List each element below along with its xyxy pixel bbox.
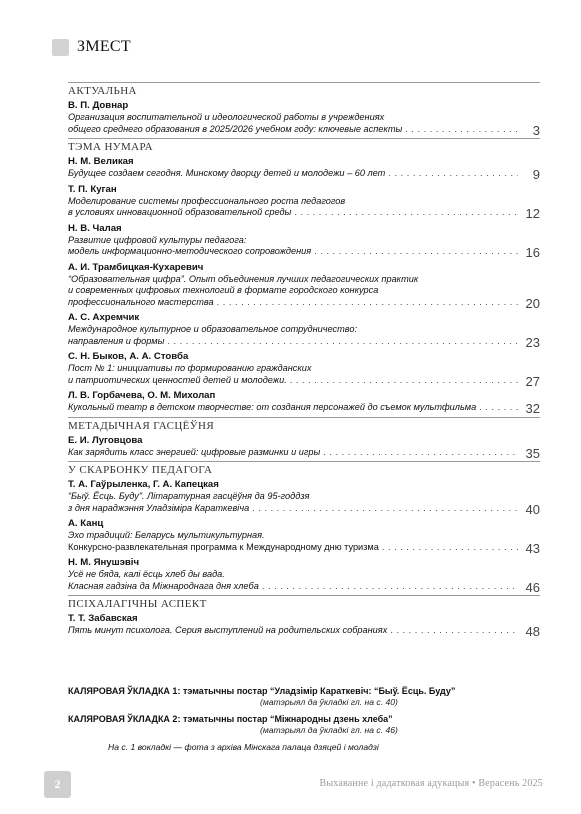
page-number-badge: 2 <box>44 771 71 798</box>
entry-title <box>68 235 540 258</box>
entry-author: Н. В. Чалая <box>68 222 122 234</box>
toc-entry[interactable] <box>68 350 540 389</box>
insert-1-note: (матэрыял да ўкладкі гл. на с. 40) <box>260 697 398 707</box>
toc-entry[interactable] <box>68 183 540 219</box>
entry-title <box>68 625 540 637</box>
toc-entry[interactable] <box>68 261 540 309</box>
entry-page-number: 20 <box>525 295 540 311</box>
entry-author: Т. П. Куган <box>68 183 117 195</box>
toc-entry[interactable] <box>68 311 540 350</box>
entry-author: А. С. Ахремчик <box>68 312 140 323</box>
entry-title-line: профессионального мастерства . . . <box>68 297 518 309</box>
section-title: ТЭМА НУМАРА <box>68 141 153 153</box>
entry-title <box>68 402 540 414</box>
entry-author: Т. Т. Забавская <box>68 613 138 624</box>
section-title: У СКАРБОНКУ ПЕДАГОГА <box>68 464 213 476</box>
entry-title-line: Развитие цифровой культуры педагога: <box>68 234 247 245</box>
entry-author: А. Канц <box>68 518 104 529</box>
entry-title-line: модель информационно-методического сопровождения . . . <box>68 246 518 258</box>
toc-section <box>68 417 540 459</box>
section-title: АКТУАЛЬНА <box>68 85 137 97</box>
toc-entry[interactable] <box>68 155 540 180</box>
entry-title-line: и патриотических ценностей детей и молодежи. . . . <box>68 375 518 387</box>
entry-title-line: Пост № 1: инициативы по формированию гражданских <box>68 363 312 373</box>
entry-title <box>68 324 540 350</box>
entry-author: Н. М. Янушэвіч <box>68 557 140 568</box>
entry-title-line: Класная гадзіна да Міжнароднага дня хлеба . . . <box>68 581 518 593</box>
toc-section <box>68 461 540 595</box>
entry-title <box>68 112 540 138</box>
toc-entry[interactable] <box>68 612 540 637</box>
insert-1-label: КАЛЯРОВАЯ ЎКЛАДКА 1: <box>68 686 181 696</box>
entry-page-number: 27 <box>525 373 540 389</box>
entry-title <box>68 569 540 595</box>
entry-author: Т. А. Гаўрыленка, Г. А. Капецкая <box>68 479 219 490</box>
entry-author: Н. М. Великая <box>68 156 134 167</box>
entry-author: С. Н. Быков, А. А. Стовба <box>68 351 189 362</box>
entry-title-line: Кукольный театр в детском творчестве: от создания персонажей до съемок мультфильма . . . <box>68 402 518 414</box>
entry-title <box>68 530 540 556</box>
toc-entry[interactable] <box>68 556 540 595</box>
toc-section <box>68 82 540 138</box>
entry-page-number: 9 <box>532 167 540 182</box>
header-square-icon <box>52 39 69 56</box>
entry-author: Л. В. Горбачева, О. М. Михолап <box>68 390 216 401</box>
entry-title <box>68 168 540 180</box>
insert-2-text: тэматычны постар “Міжнародны дзень хлеба” <box>182 714 393 724</box>
toc-entry[interactable] <box>68 389 540 414</box>
entry-title-line: Международное культурное и образовательное сотрудничество: <box>68 324 358 334</box>
entry-title-line: “Образовательная цифра”. Опыт объединения лучших педагогических практик <box>68 273 419 284</box>
entry-title-line: направления и формы . . . <box>68 336 518 348</box>
toc-entry[interactable] <box>68 478 540 517</box>
insert-2-label: КАЛЯРОВАЯ ЎКЛАДКА 2: <box>68 714 181 724</box>
journal-footer: Выхаванне і дадатковая адукацыя • Верасень 2025 <box>319 778 543 789</box>
entry-title-line: и современных цифровых технологий в формате городского конкурса <box>68 285 379 295</box>
entry-title <box>68 196 540 219</box>
entry-page-number: 23 <box>525 334 540 350</box>
entry-title-line: Эхо традиций: Беларусь мультикультурная. <box>68 530 265 540</box>
section-title: МЕТАДЫЧНАЯ ГАСЦЁЎНЯ <box>68 419 215 432</box>
toc-title: ЗМЕСТ <box>77 38 131 55</box>
entry-title-line: общего среднего образования в 2025/2026 учебном году: ключевые аспекты . . . <box>68 124 518 136</box>
toc-section <box>68 138 540 414</box>
entry-page-number: 3 <box>532 122 540 138</box>
toc-entry[interactable] <box>68 517 540 556</box>
entry-title-line: Конкурсно-развлекательная программа к Международному дню туризма . . . <box>68 542 518 554</box>
entry-page-number: 43 <box>525 540 540 556</box>
insert-2 <box>68 714 540 725</box>
entry-title-line: Как зарядить класс энергией: цифровые разминки и игры . . . <box>68 447 518 459</box>
insert-1-text: тэматычны постар “Уладзімір Караткевіч: “Быў. Ёсць. Буду” <box>182 686 456 696</box>
section-title: ПСІХАЛАГІЧНЫ АСПЕКТ <box>68 598 207 610</box>
color-inserts <box>68 686 540 753</box>
entry-author: Е. И. Луговцова <box>68 434 143 446</box>
toc-header <box>52 36 131 58</box>
entry-title-line: з дня нараджэння Уладзіміра Караткевіча . . . <box>68 503 518 515</box>
entry-page-number: 35 <box>525 445 540 461</box>
entry-page-number: 16 <box>525 245 540 260</box>
entry-title-line: Моделирование системы профессионального роста педагогов <box>68 195 346 206</box>
entry-page-number: 40 <box>525 501 540 517</box>
entry-title <box>68 447 540 459</box>
entry-author: А. И. Трамбицкая-Кухаревич <box>68 261 204 273</box>
entry-page-number: 32 <box>525 401 540 416</box>
entry-page-number: 46 <box>525 579 540 595</box>
entry-title <box>68 363 540 389</box>
entry-page-number: 12 <box>525 206 540 221</box>
entry-title <box>68 274 540 309</box>
toc-entry[interactable] <box>68 434 540 459</box>
toc-entry[interactable] <box>68 99 540 138</box>
entry-title-line: Усё не бяда, калі ёсць хлеб ды вада. <box>68 569 225 579</box>
toc-section <box>68 595 540 637</box>
entry-title-line: “Быў. Ёсць. Буду”. Літаратурная гасцёўня да 95-годдзя <box>68 491 310 501</box>
entry-title-line: Организация воспитательной и идеологической работы в учреждениях <box>68 112 385 122</box>
entry-title-line: Будущее создаем сегодня. Минскому дворцу детей и молодежи – 60 лет . . . <box>68 168 518 180</box>
entry-title-line: Пять минут психолога. Серия выступлений на родительских собраниях . . . <box>68 625 518 637</box>
entry-author: В. П. Довнар <box>68 100 129 111</box>
insert-1 <box>68 686 540 697</box>
table-of-contents <box>68 82 540 640</box>
insert-2-note: (матэрыял да ўкладкі гл. на с. 46) <box>260 725 398 735</box>
entry-page-number: 48 <box>525 624 540 639</box>
entry-title <box>68 491 540 517</box>
toc-entry[interactable] <box>68 222 540 258</box>
entry-title-line: в условиях инновационной образовательной среды . . . <box>68 207 518 219</box>
cover-photo-note: На с. 1 вокладкі — фота з архіва Мінскага палаца дзяцей і моладзі <box>108 742 379 752</box>
